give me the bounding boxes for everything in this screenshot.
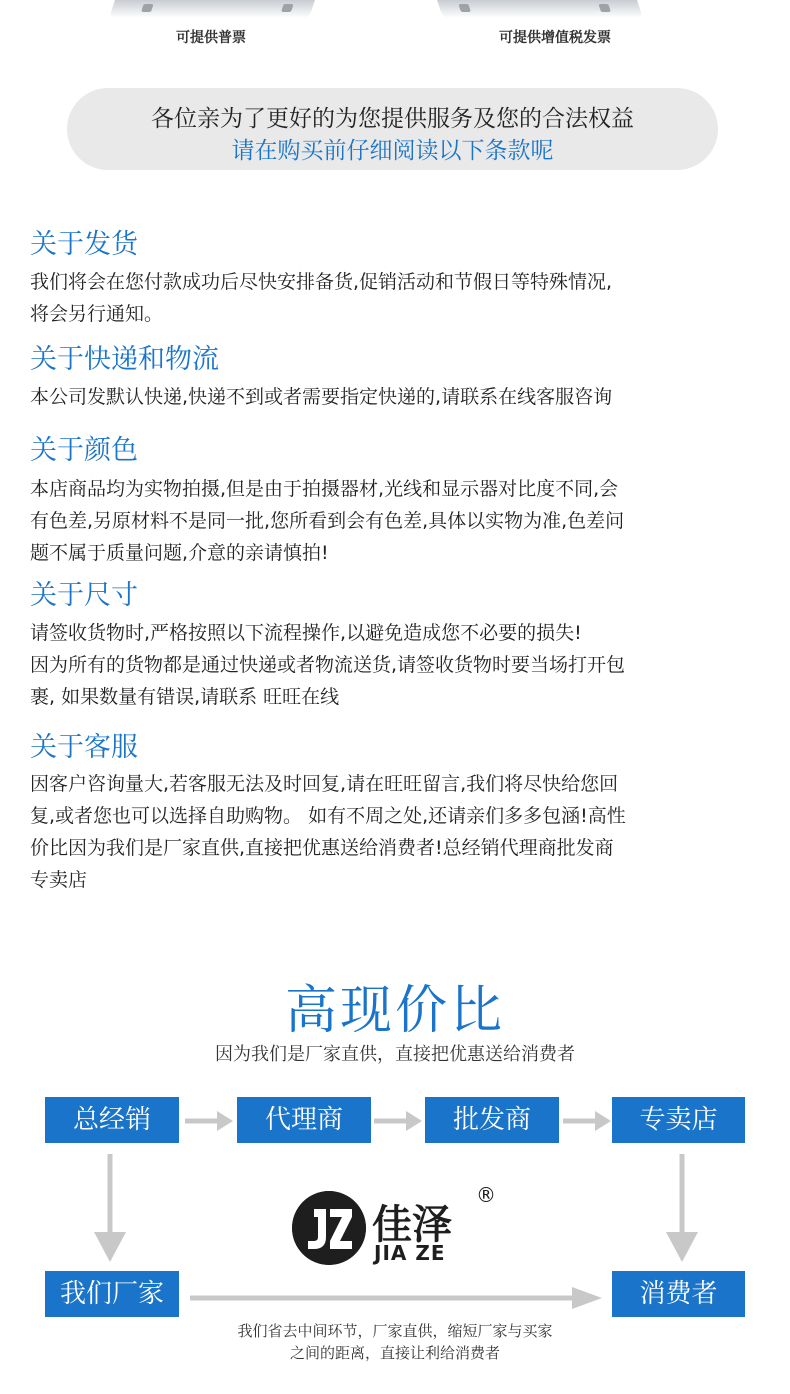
section-body-color (30, 473, 770, 569)
arrow-down-icon (664, 1154, 700, 1264)
body-line: 本公司发默认快递,快递不到或者需要指定快递的,请联系在线客服咨询 (30, 386, 613, 408)
chain-box-agent: 代理商 (237, 1097, 371, 1143)
invoice-hole (141, 4, 154, 12)
arrow-right-icon (563, 1109, 611, 1133)
value-subtitle: 因为我们是厂家直供，直接把优惠送给消费者 (215, 1044, 575, 1065)
invoice-image-vat (437, 0, 643, 18)
body-line: 因为所有的货物都是通过快递或者物流送货,请签收货物时要当场打开包 (30, 654, 626, 676)
body-line: 将会另行通知。 (30, 303, 164, 325)
body-line: 本店商品均为实物拍摄,但是由于拍摄器材,光线和显示器对比度不同,会 (30, 478, 619, 500)
footnote-line-2: 之间的距离，直接让利给消费者 (289, 1344, 500, 1362)
section-body-logistics (30, 381, 770, 413)
section-title-logistics: 关于快递和物流 (30, 344, 219, 375)
arrow-right-icon (374, 1109, 422, 1133)
invoice-label-regular: 可提供普票 (176, 30, 246, 46)
body-line: 我们将会在您付款成功后尽快安排备货,促销活动和节假日等特殊情况, (30, 271, 613, 293)
brand-name-en: JIA ZE (374, 1241, 446, 1265)
section-title-size: 关于尺寸 (30, 580, 138, 611)
footnote-line-1: 我们省去中间环节，厂家直供，缩短厂家与买家 (237, 1322, 553, 1340)
invoice-label-vat: 可提供增值税发票 (499, 30, 611, 46)
registered-mark: ® (476, 1183, 496, 1207)
brand-name-cn: 佳泽 (372, 1202, 452, 1248)
section-body-service (30, 768, 770, 896)
section-body-shipping (30, 266, 770, 330)
notice-banner (67, 88, 718, 170)
body-line: 请签收货物时,严格按照以下流程操作,以避免造成您不必要的损失! (30, 622, 582, 644)
brand-logo (290, 1183, 510, 1273)
body-line: 裹, 如果数量有错误,请联系 旺旺在线 (30, 686, 340, 708)
notice-line-2: 请在购买前仔细阅读以下条款呢 (231, 138, 554, 164)
value-title: 高现价比 (284, 981, 505, 1041)
chain-box-retailer: 专卖店 (612, 1097, 745, 1143)
section-body-size (30, 617, 770, 713)
invoice-hole (458, 4, 471, 12)
section-title-shipping: 关于发货 (30, 229, 138, 260)
notice-line-1: 各位亲为了更好的为您提供服务及您的合法权益 (151, 106, 634, 132)
body-line: 有色差,另原材料不是同一批,您所看到会有色差,具体以实物为准,色差问 (30, 510, 625, 532)
body-line: 题不属于质量问题,介意的亲请慎拍! (30, 542, 329, 564)
invoice-image-regular (109, 0, 315, 18)
consumer-box: 消费者 (612, 1271, 745, 1317)
arrow-down-icon (92, 1154, 128, 1264)
body-line: 复,或者您也可以选择自助购物。 如有不周之处,还请亲们多多包涵!高性 (30, 805, 626, 827)
invoice-hole (281, 4, 294, 12)
jz-logo-icon (292, 1191, 366, 1265)
chain-box-distributor: 总经销 (45, 1097, 179, 1143)
section-title-service: 关于客服 (30, 732, 138, 763)
body-line: 价比因为我们是厂家直供,直接把优惠送给消费者!总经销代理商批发商 (30, 837, 614, 859)
invoice-hole (598, 4, 611, 12)
arrow-long-right-icon (190, 1285, 602, 1311)
chain-box-wholesaler: 批发商 (425, 1097, 559, 1143)
body-line: 专卖店 (30, 869, 88, 891)
body-line: 因客户咨询量大,若客服无法及时回复,请在旺旺留言,我们将尽快给您回 (30, 773, 619, 795)
arrow-right-icon (185, 1109, 233, 1133)
factory-box: 我们厂家 (45, 1271, 179, 1317)
section-title-color: 关于颜色 (30, 435, 138, 466)
